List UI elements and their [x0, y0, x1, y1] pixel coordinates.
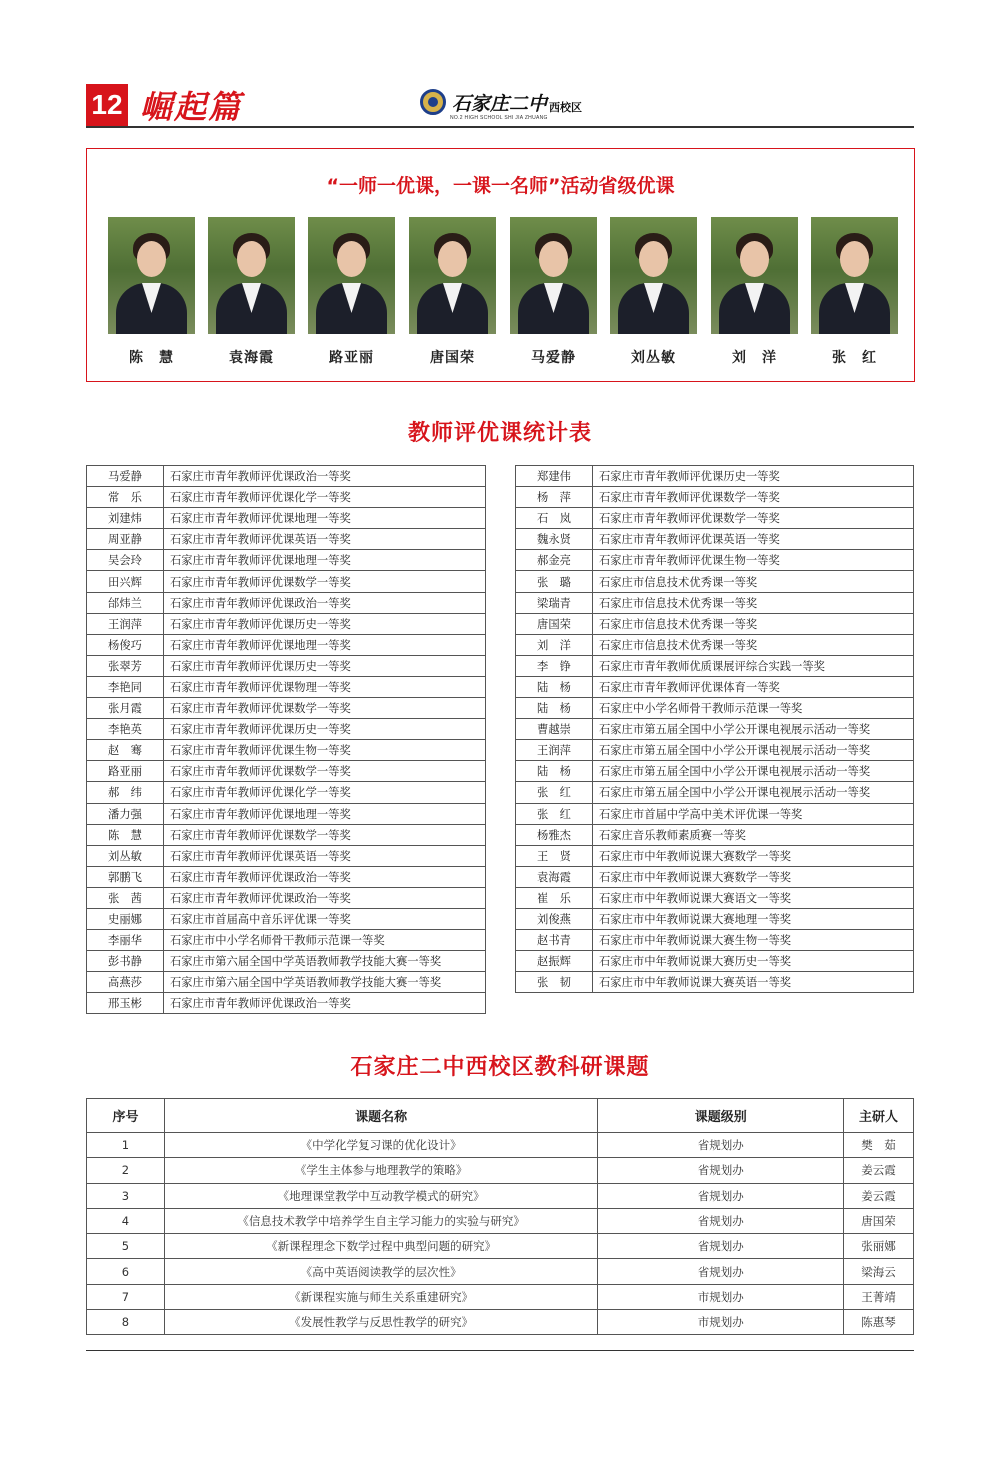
table-row	[87, 487, 486, 508]
level-cell: 省规划办	[598, 1183, 844, 1208]
table-row	[87, 1284, 914, 1309]
table-row	[87, 613, 486, 634]
school-logo	[420, 86, 582, 118]
teacher-name-cell: 潘力强	[87, 803, 164, 824]
teacher-name-cell: 陆 杨	[516, 698, 593, 719]
lesson-section-title: “一师一优课，一课一名师”活动省级优课	[326, 175, 675, 197]
teacher-name-cell: 刘丛敏	[87, 845, 164, 866]
index-cell: 2	[87, 1158, 165, 1183]
index-cell: 5	[87, 1234, 165, 1259]
index-cell: 3	[87, 1183, 165, 1208]
teacher-photo	[610, 217, 697, 334]
award-cell: 石家庄市青年教师评优课数学一等奖	[164, 698, 486, 719]
award-cell: 石家庄市青年教师评优课数学一等奖	[593, 508, 914, 529]
teacher-name-cell: 张 红	[516, 782, 593, 803]
teacher-name-cell: 杨 萍	[516, 487, 593, 508]
topic-cell: 《中学化学复习课的优化设计》	[164, 1133, 597, 1158]
award-cell: 石家庄市青年教师评优课地理一等奖	[164, 508, 486, 529]
table-row	[516, 740, 914, 761]
teacher-name-cell: 赵书青	[516, 930, 593, 951]
teacher-name-cell: 郭鹏飞	[87, 866, 164, 887]
school-logo-english: NO.2 HIGH SCHOOL SHI JIA ZHUANG	[450, 115, 548, 121]
teacher-name-cell: 郑建伟	[516, 466, 593, 487]
researcher-cell: 姜云霞	[844, 1183, 914, 1208]
teacher-name-cell: 梁瑞青	[516, 592, 593, 613]
footer-divider	[86, 1350, 914, 1351]
campus-label: 西校区	[549, 101, 583, 114]
table-row	[516, 930, 914, 951]
teacher-name-cell: 李丽华	[87, 930, 164, 951]
topic-cell: 《新课程理念下数学过程中典型问题的研究》	[164, 1234, 597, 1259]
award-cell: 石家庄中小学名师骨干教师示范课一等奖	[593, 698, 914, 719]
award-cell: 石家庄市青年教师评优课政治一等奖	[164, 592, 486, 613]
award-cell: 石家庄市中年教师说课大赛英语一等奖	[593, 972, 914, 993]
award-cell: 石家庄市青年教师评优课历史一等奖	[164, 613, 486, 634]
teacher-name-cell: 杨雅杰	[516, 824, 593, 845]
award-cell: 石家庄市第五届全国中小学公开课电视展示活动一等奖	[593, 740, 914, 761]
table-row	[87, 1259, 914, 1284]
teacher-photo	[308, 217, 395, 334]
column-header: 课题名称	[164, 1099, 597, 1133]
award-cell: 石家庄市青年教师评优课政治一等奖	[164, 466, 486, 487]
teacher-name-cell: 张 韧	[516, 972, 593, 993]
table-row	[87, 466, 486, 487]
table-row	[516, 951, 914, 972]
teacher-name-cell: 王 贤	[516, 845, 593, 866]
award-cell: 石家庄市首届高中音乐评优课一等奖	[164, 908, 486, 929]
table-row	[516, 487, 914, 508]
table-row	[516, 550, 914, 571]
award-cell: 石家庄市首届中学高中美术评优课一等奖	[593, 803, 914, 824]
research-table	[86, 1098, 914, 1335]
column-header: 序号	[87, 1099, 165, 1133]
researcher-cell: 姜云霞	[844, 1158, 914, 1183]
level-cell: 省规划办	[598, 1208, 844, 1233]
teacher-photo	[510, 217, 597, 334]
topic-cell: 《信息技术教学中培养学生自主学习能力的实验与研究》	[164, 1208, 597, 1233]
table-row	[87, 571, 486, 592]
teacher-name-cell: 袁海霞	[516, 866, 593, 887]
table-row	[516, 761, 914, 782]
award-cell: 石家庄市青年教师评优课历史一等奖	[593, 466, 914, 487]
stats-section-title: 教师评优课统计表	[407, 421, 592, 446]
teacher-name-cell: 魏永贤	[516, 529, 593, 550]
award-cell: 石家庄市青年教师评优课英语一等奖	[593, 529, 914, 550]
teacher-name: 刘丛敏	[631, 350, 676, 366]
award-cell: 石家庄市中年教师说课大赛数学一等奖	[593, 866, 914, 887]
teacher-name: 刘 洋	[732, 350, 777, 366]
table-row	[87, 1234, 914, 1259]
award-cell: 石家庄市中年教师说课大赛历史一等奖	[593, 951, 914, 972]
index-cell: 1	[87, 1133, 165, 1158]
teacher-photo	[711, 217, 798, 334]
teacher-name-cell: 邰炜兰	[87, 592, 164, 613]
index-cell: 6	[87, 1259, 165, 1284]
teacher-name-cell: 路亚丽	[87, 761, 164, 782]
award-cell: 石家庄市第五届全国中小学公开课电视展示活动一等奖	[593, 719, 914, 740]
table-row	[87, 993, 486, 1014]
table-row	[516, 803, 914, 824]
level-cell: 市规划办	[598, 1310, 844, 1335]
table-row	[516, 676, 914, 697]
table-row	[516, 613, 914, 634]
table-row	[87, 529, 486, 550]
award-cell: 石家庄市青年教师评优课历史一等奖	[164, 655, 486, 676]
index-cell: 8	[87, 1310, 165, 1335]
teacher-name-cell: 李艳同	[87, 676, 164, 697]
table-row	[516, 698, 914, 719]
award-cell: 石家庄市中小学名师骨干教师示范课一等奖	[164, 930, 486, 951]
award-cell: 石家庄市第六届全国中学英语教师教学技能大赛一等奖	[164, 951, 486, 972]
stats-table-right	[515, 465, 914, 993]
teacher-name: 马爱静	[531, 350, 576, 366]
table-row	[87, 676, 486, 697]
award-cell: 石家庄市青年教师评优课数学一等奖	[593, 487, 914, 508]
table-row	[87, 908, 486, 929]
teacher-name-cell: 田兴辉	[87, 571, 164, 592]
teacher-name-cell: 马爱静	[87, 466, 164, 487]
table-row	[87, 866, 486, 887]
award-cell: 石家庄市青年教师评优课化学一等奖	[164, 487, 486, 508]
table-row	[516, 529, 914, 550]
teacher-name-cell: 杨俊巧	[87, 634, 164, 655]
teacher-photo	[108, 217, 195, 334]
teacher-name-cell: 刘俊燕	[516, 908, 593, 929]
teacher-name-cell: 张 红	[516, 803, 593, 824]
table-row	[87, 550, 486, 571]
award-cell: 石家庄市青年教师评优课地理一等奖	[164, 634, 486, 655]
teacher-name: 陈 慧	[129, 350, 174, 366]
award-cell: 石家庄市青年教师评优课数学一等奖	[164, 571, 486, 592]
table-row	[516, 908, 914, 929]
table-row	[516, 466, 914, 487]
researcher-cell: 樊 茹	[844, 1133, 914, 1158]
teacher-name-cell: 吴会玲	[87, 550, 164, 571]
header-divider	[86, 126, 914, 128]
topic-cell: 《发展性教学与反思性教学的研究》	[164, 1310, 597, 1335]
award-cell: 石家庄音乐教师素质赛一等奖	[593, 824, 914, 845]
award-cell: 石家庄市中年教师说课大赛生物一等奖	[593, 930, 914, 951]
table-row	[87, 761, 486, 782]
teacher-name-cell: 邢玉彬	[87, 993, 164, 1014]
award-cell: 石家庄市青年教师评优课物理一等奖	[164, 676, 486, 697]
teacher-name: 唐国荣	[430, 350, 475, 366]
teacher-name-cell: 赵振辉	[516, 951, 593, 972]
award-cell: 石家庄市中年教师说课大赛语文一等奖	[593, 887, 914, 908]
table-row	[516, 508, 914, 529]
teacher-name-cell: 史丽娜	[87, 908, 164, 929]
researcher-cell: 梁海云	[844, 1259, 914, 1284]
level-cell: 省规划办	[598, 1259, 844, 1284]
table-row	[87, 1183, 914, 1208]
teacher-name-cell: 彭书静	[87, 951, 164, 972]
table-row	[87, 719, 486, 740]
level-cell: 省规划办	[598, 1133, 844, 1158]
award-cell: 石家庄市中年教师说课大赛地理一等奖	[593, 908, 914, 929]
table-row	[87, 592, 486, 613]
index-cell: 7	[87, 1284, 165, 1309]
award-cell: 石家庄市青年教师评优课生物一等奖	[164, 740, 486, 761]
table-row	[516, 571, 914, 592]
table-row	[516, 887, 914, 908]
teacher-name-cell: 张月霞	[87, 698, 164, 719]
table-row	[87, 972, 486, 993]
index-cell: 4	[87, 1208, 165, 1233]
page-number: 12	[86, 84, 128, 126]
award-cell: 石家庄市信息技术优秀课一等奖	[593, 592, 914, 613]
section-title: 崛起篇	[140, 88, 243, 126]
award-cell: 石家庄市信息技术优秀课一等奖	[593, 571, 914, 592]
teacher-name-cell: 王润萍	[516, 740, 593, 761]
teacher-name-cell: 刘 洋	[516, 634, 593, 655]
table-row	[516, 866, 914, 887]
award-cell: 石家庄市青年教师评优课数学一等奖	[164, 761, 486, 782]
school-logo-text: 石家庄二中	[452, 92, 548, 115]
award-cell: 石家庄市青年教师评优课数学一等奖	[164, 824, 486, 845]
teacher-name-cell: 唐国荣	[516, 613, 593, 634]
award-cell: 石家庄市青年教师评优课生物一等奖	[593, 550, 914, 571]
column-header: 课题级别	[598, 1099, 844, 1133]
teacher-name-cell: 张翠芳	[87, 655, 164, 676]
award-cell: 石家庄市青年教师评优课地理一等奖	[164, 550, 486, 571]
researcher-cell: 陈惠琴	[844, 1310, 914, 1335]
award-cell: 石家庄市信息技术优秀课一等奖	[593, 634, 914, 655]
table-row	[516, 719, 914, 740]
award-cell: 石家庄市第五届全国中小学公开课电视展示活动一等奖	[593, 782, 914, 803]
teacher-name-cell: 李 铮	[516, 655, 593, 676]
teacher-name-cell: 陈 慧	[87, 824, 164, 845]
table-row	[87, 1158, 914, 1183]
teacher-name-cell: 周亚静	[87, 529, 164, 550]
teacher-name-cell: 石 岚	[516, 508, 593, 529]
topic-cell: 《学生主体参与地理教学的策略》	[164, 1158, 597, 1183]
teacher-name: 张 红	[832, 350, 877, 366]
table-row	[516, 782, 914, 803]
table-row	[87, 887, 486, 908]
award-cell: 石家庄市第五届全国中小学公开课电视展示活动一等奖	[593, 761, 914, 782]
topic-cell: 《高中英语阅读教学的层次性》	[164, 1259, 597, 1284]
table-row	[87, 740, 486, 761]
column-header: 主研人	[844, 1099, 914, 1133]
table-row	[516, 634, 914, 655]
table-row	[516, 655, 914, 676]
teacher-photo	[409, 217, 496, 334]
teacher-name-cell: 郝 纬	[87, 782, 164, 803]
teacher-name-cell: 张 璐	[516, 571, 593, 592]
teacher-name-cell: 高燕莎	[87, 972, 164, 993]
teacher-name-cell: 王润萍	[87, 613, 164, 634]
table-row	[87, 1208, 914, 1233]
teacher-photo	[208, 217, 295, 334]
award-cell: 石家庄市青年教师评优课地理一等奖	[164, 803, 486, 824]
award-cell: 石家庄市青年教师评优课历史一等奖	[164, 719, 486, 740]
table-row	[516, 824, 914, 845]
stats-table-left	[86, 465, 486, 1014]
table-row	[87, 845, 486, 866]
researcher-cell: 张丽娜	[844, 1234, 914, 1259]
table-row	[87, 1310, 914, 1335]
award-cell: 石家庄市青年教师评优课英语一等奖	[164, 529, 486, 550]
table-row	[87, 824, 486, 845]
award-cell: 石家庄市青年教师评优课化学一等奖	[164, 782, 486, 803]
teacher-name-cell: 曹越崇	[516, 719, 593, 740]
researcher-cell: 唐国荣	[844, 1208, 914, 1233]
table-row	[87, 1133, 914, 1158]
table-row	[87, 803, 486, 824]
award-cell: 石家庄市信息技术优秀课一等奖	[593, 613, 914, 634]
teacher-name-cell: 崔 乐	[516, 887, 593, 908]
researcher-cell: 王菁靖	[844, 1284, 914, 1309]
award-cell: 石家庄市青年教师评优课政治一等奖	[164, 993, 486, 1014]
level-cell: 省规划办	[598, 1158, 844, 1183]
award-cell: 石家庄市中年教师说课大赛数学一等奖	[593, 845, 914, 866]
award-cell: 石家庄市青年教师优质课展评综合实践一等奖	[593, 655, 914, 676]
table-row	[87, 508, 486, 529]
level-cell: 省规划办	[598, 1234, 844, 1259]
research-section-title: 石家庄二中西校区教科研课题	[350, 1055, 650, 1080]
provincial-lesson-box	[86, 148, 915, 382]
teacher-name-cell: 刘建炜	[87, 508, 164, 529]
teacher-name-cell: 陆 杨	[516, 761, 593, 782]
teacher-name-cell: 常 乐	[87, 487, 164, 508]
table-row	[516, 972, 914, 993]
topic-cell: 《新课程实施与师生关系重建研究》	[164, 1284, 597, 1309]
teacher-name-cell: 张 茜	[87, 887, 164, 908]
table-row	[516, 845, 914, 866]
topic-cell: 《地理课堂教学中互动教学模式的研究》	[164, 1183, 597, 1208]
teacher-name-cell: 陆 杨	[516, 676, 593, 697]
teacher-photo	[811, 217, 898, 334]
table-row	[87, 634, 486, 655]
school-emblem-icon	[420, 89, 446, 115]
table-row	[516, 592, 914, 613]
table-row	[87, 930, 486, 951]
teacher-name-cell: 李艳英	[87, 719, 164, 740]
table-row	[87, 655, 486, 676]
award-cell: 石家庄市青年教师评优课英语一等奖	[164, 845, 486, 866]
award-cell: 石家庄市第六届全国中学英语教师教学技能大赛一等奖	[164, 972, 486, 993]
teacher-name: 袁海霞	[229, 350, 274, 366]
teacher-name-cell: 赵 骞	[87, 740, 164, 761]
award-cell: 石家庄市青年教师评优课政治一等奖	[164, 887, 486, 908]
award-cell: 石家庄市青年教师评优课体育一等奖	[593, 676, 914, 697]
table-row	[87, 782, 486, 803]
level-cell: 市规划办	[598, 1284, 844, 1309]
teacher-name: 路亚丽	[329, 350, 374, 366]
table-row	[87, 951, 486, 972]
table-row	[87, 698, 486, 719]
award-cell: 石家庄市青年教师评优课政治一等奖	[164, 866, 486, 887]
teacher-name-cell: 郝金亮	[516, 550, 593, 571]
